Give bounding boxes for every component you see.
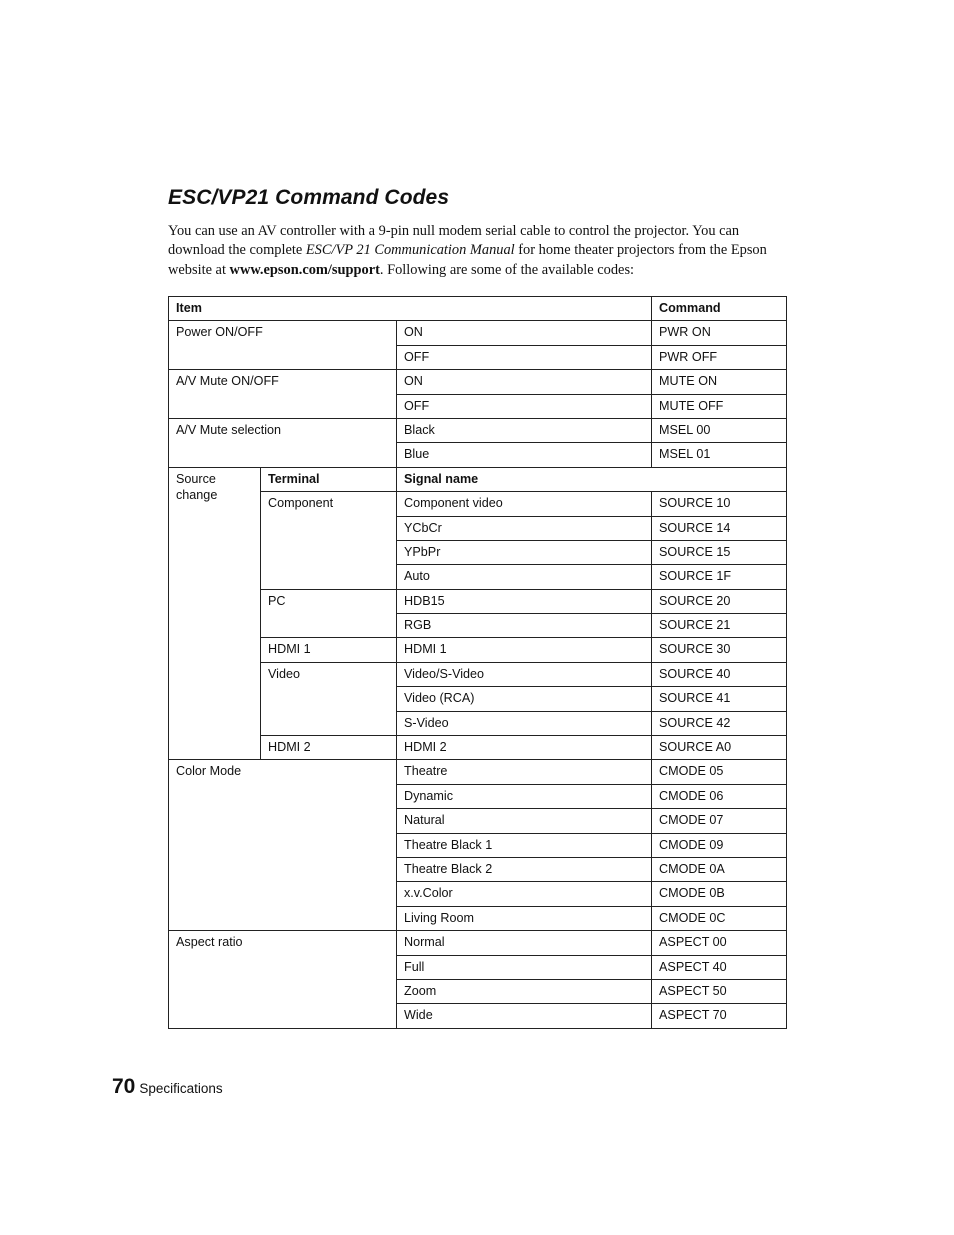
intro-paragraph bbox=[168, 222, 780, 280]
setting-cell: ON bbox=[397, 321, 652, 345]
table-row bbox=[169, 321, 787, 345]
terminal-cell: PC bbox=[261, 589, 397, 638]
table-row bbox=[169, 418, 787, 442]
signal-name-header: Signal name bbox=[397, 467, 787, 491]
signal-cell: HDMI 1 bbox=[397, 638, 652, 662]
command-cell: SOURCE 41 bbox=[652, 687, 787, 711]
signal-cell: HDMI 2 bbox=[397, 736, 652, 760]
signal-cell: S-Video bbox=[397, 711, 652, 735]
item-cell: Power ON/OFF bbox=[169, 321, 397, 370]
item-cell: A/V Mute selection bbox=[169, 418, 397, 467]
item-cell: Source change bbox=[169, 467, 261, 760]
support-url: www.epson.com/support bbox=[229, 261, 380, 278]
command-cell: SOURCE 30 bbox=[652, 638, 787, 662]
command-cell: MUTE ON bbox=[652, 370, 787, 394]
setting-cell: Theatre Black 2 bbox=[397, 857, 652, 881]
table-row bbox=[169, 662, 787, 686]
command-cell: CMODE 0C bbox=[652, 906, 787, 930]
terminal-cell: Component bbox=[261, 492, 397, 590]
command-cell: MUTE OFF bbox=[652, 394, 787, 418]
section-name: Specifications bbox=[139, 1081, 223, 1096]
intro-text-3: . Following are some of the available codes: bbox=[379, 261, 635, 278]
signal-cell: YPbPr bbox=[397, 540, 652, 564]
command-cell: ASPECT 40 bbox=[652, 955, 787, 979]
command-cell: SOURCE 10 bbox=[652, 492, 787, 516]
page-footer bbox=[112, 1075, 223, 1099]
item-cell: Aspect ratio bbox=[169, 931, 397, 1029]
command-cell: SOURCE 20 bbox=[652, 589, 787, 613]
signal-cell: YCbCr bbox=[397, 516, 652, 540]
setting-cell: Normal bbox=[397, 931, 652, 955]
command-header: Command bbox=[652, 297, 787, 321]
command-cell: SOURCE 40 bbox=[652, 662, 787, 686]
terminal-cell: Video bbox=[261, 662, 397, 735]
setting-cell: ON bbox=[397, 370, 652, 394]
setting-cell: Wide bbox=[397, 1004, 652, 1028]
table-row bbox=[169, 589, 787, 613]
command-cell: MSEL 01 bbox=[652, 443, 787, 467]
command-cell: PWR ON bbox=[652, 321, 787, 345]
terminal-cell: HDMI 1 bbox=[261, 638, 397, 662]
page-heading: ESC/VP21 Command Codes bbox=[168, 186, 450, 209]
setting-cell: Theatre Black 1 bbox=[397, 833, 652, 857]
table-row bbox=[169, 736, 787, 760]
command-cell: SOURCE 14 bbox=[652, 516, 787, 540]
signal-cell: Video (RCA) bbox=[397, 687, 652, 711]
command-cell: SOURCE 1F bbox=[652, 565, 787, 589]
command-cell: CMODE 0A bbox=[652, 857, 787, 881]
signal-cell: RGB bbox=[397, 614, 652, 638]
setting-cell: x.v.Color bbox=[397, 882, 652, 906]
signal-cell: Auto bbox=[397, 565, 652, 589]
command-cell: ASPECT 70 bbox=[652, 1004, 787, 1028]
item-cell: A/V Mute ON/OFF bbox=[169, 370, 397, 419]
setting-cell: Theatre bbox=[397, 760, 652, 784]
setting-cell: Blue bbox=[397, 443, 652, 467]
command-cell: CMODE 07 bbox=[652, 809, 787, 833]
item-cell: Color Mode bbox=[169, 760, 397, 931]
table-row bbox=[169, 638, 787, 662]
setting-cell: Natural bbox=[397, 809, 652, 833]
command-cell: CMODE 09 bbox=[652, 833, 787, 857]
table-row bbox=[169, 760, 787, 784]
command-cell: SOURCE A0 bbox=[652, 736, 787, 760]
command-cell: CMODE 06 bbox=[652, 784, 787, 808]
table-row bbox=[169, 931, 787, 955]
setting-cell: Dynamic bbox=[397, 784, 652, 808]
page-number: 70 bbox=[112, 1075, 136, 1098]
command-cell: PWR OFF bbox=[652, 345, 787, 369]
command-cell: SOURCE 42 bbox=[652, 711, 787, 735]
intro-text-1: You can use an AV controller with a 9-pin null modem serial cable to control the projector. You can download the complete bbox=[168, 223, 740, 259]
intro-text-2: for home theater projectors from the Epson website at bbox=[168, 242, 767, 278]
command-cell: CMODE 05 bbox=[652, 760, 787, 784]
signal-cell: Video/S-Video bbox=[397, 662, 652, 686]
command-cell: ASPECT 50 bbox=[652, 979, 787, 1003]
item-header: Item bbox=[169, 297, 652, 321]
terminal-cell: HDMI 2 bbox=[261, 736, 397, 760]
terminal-header: Terminal bbox=[261, 467, 397, 491]
setting-cell: OFF bbox=[397, 345, 652, 369]
setting-cell: Full bbox=[397, 955, 652, 979]
command-cell: SOURCE 15 bbox=[652, 540, 787, 564]
setting-cell: Living Room bbox=[397, 906, 652, 930]
table-row bbox=[169, 467, 787, 491]
command-codes-table bbox=[168, 296, 787, 1029]
command-cell: SOURCE 21 bbox=[652, 614, 787, 638]
setting-cell: Black bbox=[397, 418, 652, 442]
command-cell: MSEL 00 bbox=[652, 418, 787, 442]
table-row bbox=[169, 492, 787, 516]
command-cell: CMODE 0B bbox=[652, 882, 787, 906]
setting-cell: OFF bbox=[397, 394, 652, 418]
table-row bbox=[169, 370, 787, 394]
signal-cell: Component video bbox=[397, 492, 652, 516]
command-cell: ASPECT 00 bbox=[652, 931, 787, 955]
manual-title: ESC/VP 21 Communication Manual bbox=[305, 242, 515, 259]
setting-cell: Zoom bbox=[397, 979, 652, 1003]
header-row bbox=[169, 297, 787, 321]
signal-cell: HDB15 bbox=[397, 589, 652, 613]
